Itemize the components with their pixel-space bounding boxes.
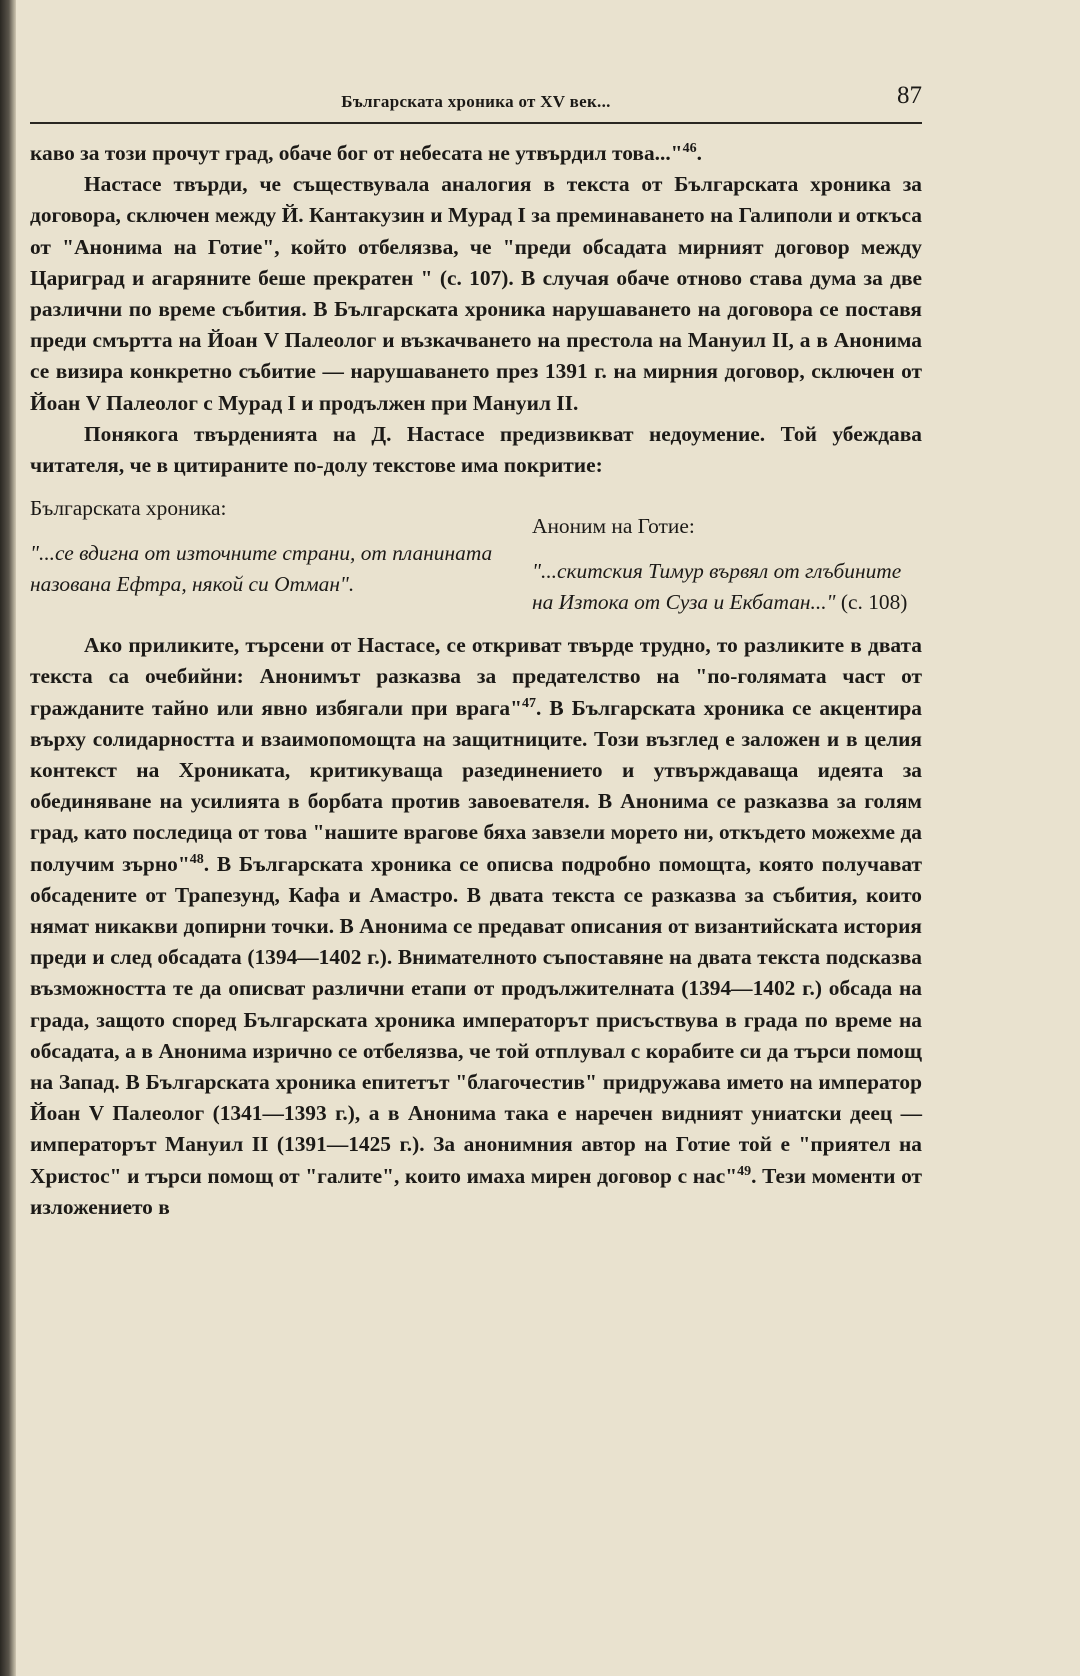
book-page [30,80,922,1223]
quote-label: Българската хроника: [30,496,227,521]
page-header [30,80,922,124]
paragraph: Настасе твърди, че съществувала аналогия в текста от Българската хроника за договора, сключен между Й. Кантакузин и Мурад I за преминаването на Галиполи и откъса от "Анонима на Готие", който отбелязва, че "преди обсадата мирният договор между Цариград и агаряните беше прекратен " (с. 107). В случая обаче отново става дума за две различни по време събития. В Българската хроника нарушаването на договора се поставя преди смъртта на Йоан V Палеолог и възкачването на престола на Мануил II, а в Анонима се визира конкретно събитие — нарушаването през 1391 г. на мирния договор, сключен от Йоан V Палеолог с Мурад I и продължен при Мануил II. [30,172,922,415]
quote-comparison [30,493,922,618]
page-number: 87 [897,82,922,109]
footnote-ref: 46 [682,140,697,156]
paragraph: Понякога твърденията на Д. Настасе предизвикват недоумение. Той убеждава читателя, че в цитираните по-долу текстове има покритие: [30,421,922,478]
quote-citation: (с. 108) [835,590,908,615]
paragraph-text: Ако приликите, търсени от Настасе, се откриват твърде трудно, то разликите в двата текста са очебийни: Анонимът разказва за предателство на "по-голямата част от гражданите тайно или явно избягали при врага" [30,633,922,720]
quote-left [30,493,500,618]
running-title: Българската хроника от XV век... [341,92,611,111]
footnote-ref: 48 [189,851,204,867]
footnote-ref: 49 [737,1163,752,1179]
quote-text [532,556,922,618]
quote-italic: "...скитския Тимур вървял от глъбините на Изтока от Суза и Екбатан..." [532,559,902,615]
paragraph [30,630,922,1223]
paragraph-text: . В Българската хроника се описва подробно помощта, която получават обсадените от Трапезунд, Кафа и Амастро. В двата текста се разказва за събития, които нямат никакви допирни точки. В Анонима се предават описания от византийската история преди и след обсадата (1394—1402 г.). Внимателното съпоставяне на двата текста подсказва възможността те да описват различни етапи от продължителната (1394—1402 г.) обсада на града, защото според Българската хроника императорът присъствува в града по време на обсадата, а в Анонима изрично се отбелязва, че той отплувал с корабите си да търси помощ на Запад. В Българската хроника епитетът "благочестив" придружава името на император Йоан V Палеолог (1341—1393 г.), а в Анонима така е наречен видният униатски деец — императорът Мануил II (1391—1425 г.). За анонимния автор на Готие той е "приятел на Христос" и търси помощ от "галите", които имаха мирен договор с нас" [30,851,922,1188]
book-spine-shadow [0,0,16,1676]
paragraph-text: . [696,141,702,165]
page-body [30,138,922,1223]
paragraph [30,138,922,169]
footnote-ref: 47 [522,695,536,711]
paragraph-text: . В Българската хроника се акцентира върху солидарността и взаимопомощта на защитниците. Този възглед е заложен и в целия контекст на Хрониката, критикуваща разединението и утвърждаваща идеята за обединяване на усилията в борбата против завоевателя. В Анонима се разказва за голям град, като последица от това "нашите врагове бяха завзели морето ни, откъдето можехме да получим зърно" [30,695,922,876]
quote-right [532,493,922,618]
quote-text: "...се вдигна от източните страни, от планината назована Ефтра, някой си Отман". [30,541,493,597]
quote-label: Аноним на Готие: [532,514,695,539]
paragraph-text: каво за този прочут град, обаче бог от небесата не утвърдил това..." [30,141,683,165]
paragraph-text: . Тези моменти от изложението в [30,1163,922,1219]
